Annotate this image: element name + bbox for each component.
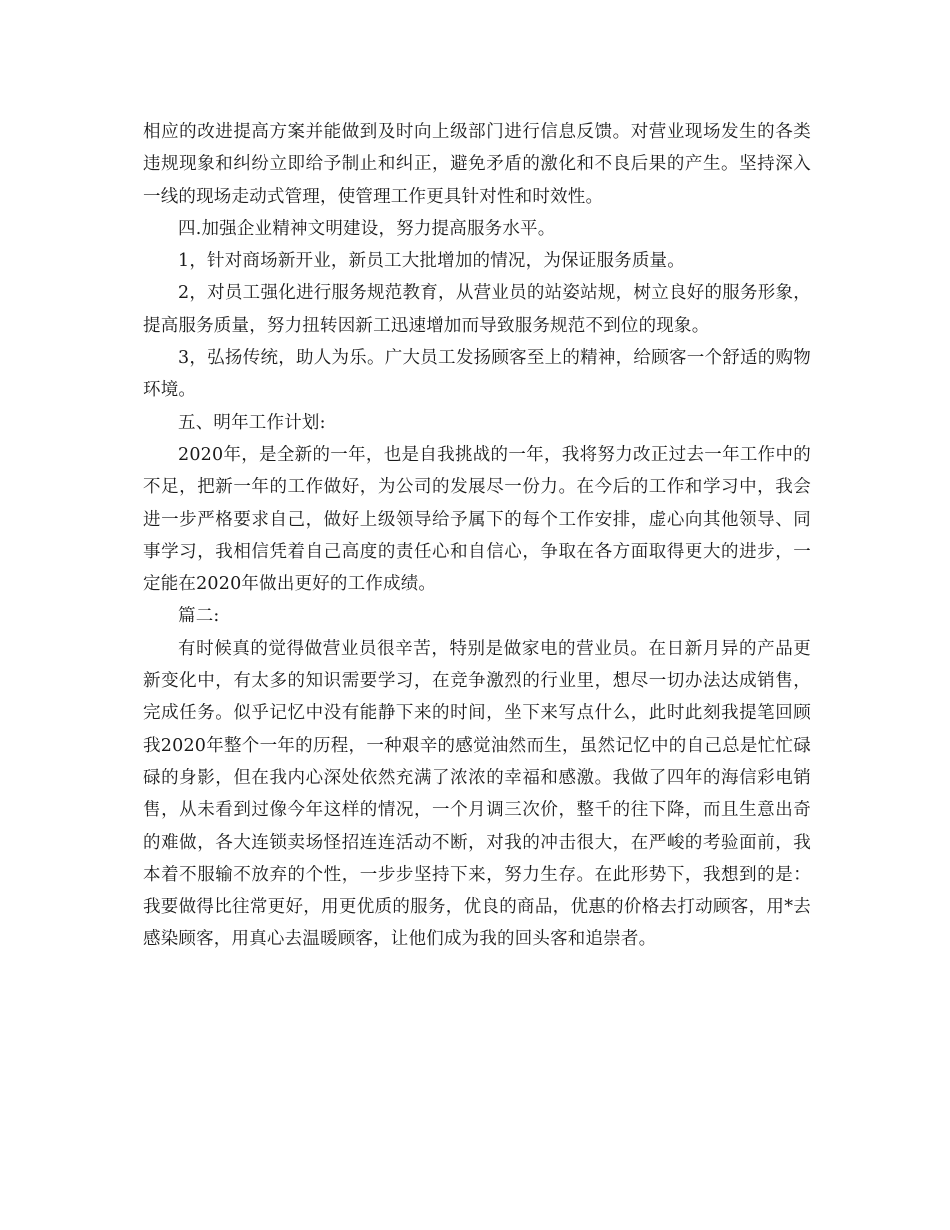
chapter-heading-two: 篇二: <box>178 606 220 627</box>
paragraph-continuation: 相应的改进提高方案并能做到及时向上级部门进行信息反馈。对营业现场发生的各类违规现象和纠纷立即给予制止和纠正，避免矛盾的激化和不良后果的产生。坚持深入一线的现场走动式管理，使管理工作更具针对性和时效性。 <box>143 122 811 207</box>
list-item-2: 2，对员工强化进行服务规范教育，从营业员的站姿站规，树立良好的服务形象，提高服务质量，努力扭转因新工迅速增加而导致服务规范不到位的现象。 <box>143 283 811 336</box>
paragraph-chapter-two: 有时候真的觉得做营业员很辛苦，特别是做家电的营业员。在日新月异的产品更新变化中，有太多的知识需要学习，在竞争激烈的行业里，想尽一切办法达成销售，完成任务。似乎记忆中没有能静下来的时间，坐下来写点什么，此时此刻我提笔回顾我2020年整个一年的历程，一种艰辛的感觉油然而生，虽然记忆中的自己总是忙忙碌碌的身影，但在我内心深处依然充满了浓浓的幸福和感激。我做了四年的海信彩电销售，从未看到过像今年这样的情况，一个月调三次价，整千的往下降，而且生意出奇的难做，各大连锁卖场怪招连连活动不断，对我的冲击很大，在严峻的考验面前，我本着不服输不放弃的个性，一步步坚持下来，努力生存。在此形势下，我想到的是：我要做得比往常更好，用更优质的服务，优良的商品，优惠的价格去打动顾客，用*去感染顾客，用真心去温暖顾客，让他们成为我的回头客和追崇者。 <box>143 638 811 950</box>
section-heading-five: 五、明年工作计划: <box>178 412 326 433</box>
paragraph-plan: 2020年，是全新的一年，也是自我挑战的一年，我将努力改正过去一年工作中的不足，把新一年的工作做好，为公司的发展尽一份力。在今后的工作和学习中，我会进一步严格要求自己，做好上级领导给予属下的每个工作安排，虚心向其他领导、同事学习，我相信凭着自己高度的责任心和自信心，争取在各方面取得更大的进步，一定能在2020年做出更好的工作成绩。 <box>143 444 811 595</box>
list-item-3: 3，弘扬传统，助人为乐。广大员工发扬顾客至上的精神，给顾客一个舒适的购物环境。 <box>143 348 811 401</box>
section-heading-four: 四.加强企业精神文明建设，努力提高服务水平。 <box>178 218 556 239</box>
document-body <box>143 116 811 956</box>
list-item-1: 1，针对商场新开业，新员工大批增加的情况，为保证服务质量。 <box>178 251 685 272</box>
